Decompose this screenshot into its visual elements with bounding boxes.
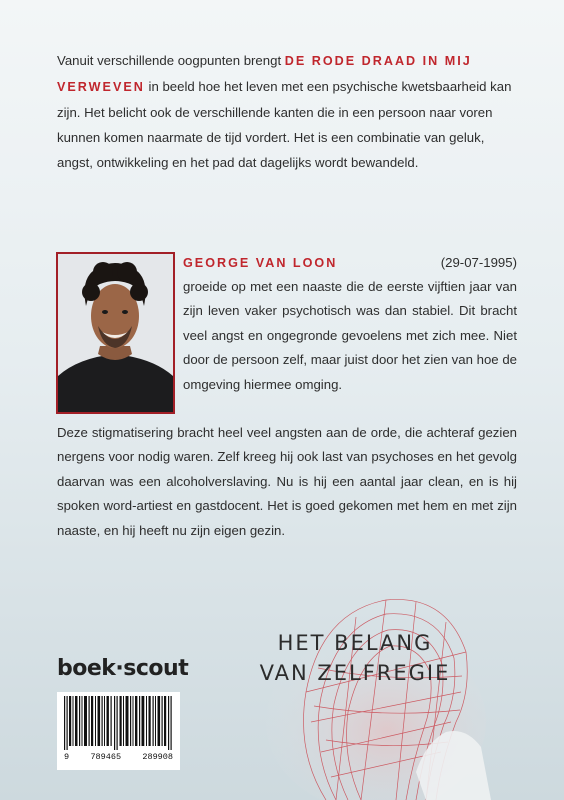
intro-text-post: in beeld hoe het leven met een psychische kwetsbaarheid kan zijn. Het belicht ook de verschillende kanten die in een persoon naar voren kunnen komen naarmate de tijd vordert. Het is een combinatie van geluk, angst, ontwikkeling en het pad dat dagelijks wordt bewandeld. <box>57 79 512 170</box>
author-portrait-image <box>58 254 173 412</box>
publisher-logo <box>57 656 188 681</box>
book-title-highlight: DE RODE DRAAD IN MIJ VERWEVEN <box>57 54 472 94</box>
book-subtitle <box>240 628 470 688</box>
author-name: GEORGE VAN LOON <box>183 256 338 270</box>
isbn-barcode <box>57 692 180 770</box>
author-bio-full: Deze stigmatisering bracht heel veel angsten aan de orde, die achteraf gezien nergens voor nodig waren. Zelf kreeg hij ook last van psychoses en het gevolg daarvan was een alcoholverslaving. Nu is hij een aantal jaar clean, en is hij spoken word-artiest en gastdocent. Het is goed gekomen met hem en met zijn naaste, en hij heeft nu zijn eigen gezin. <box>57 425 517 538</box>
subtitle-line-1: HET BELANG <box>277 631 433 655</box>
barcode-digit-first: 9 <box>64 752 70 762</box>
logo-part-scout: scout <box>123 656 189 681</box>
intro-paragraph <box>57 48 517 175</box>
intro-text-pre: Vanuit verschillende oogpunten brengt <box>57 53 285 68</box>
author-bio-side: groeide op met een naaste die de eerste vijftien jaar van zijn leven vaker psychotisch was dan stabiel. Dit bracht veel angst en ongegronde gevoelens met zich mee. Niet door de persoon zelf, maar juist door het zien van hoe de omgeving hiermee omging. <box>183 279 517 392</box>
barcode-digits <box>62 752 175 762</box>
logo-part-boek: boek <box>57 656 116 681</box>
barcode-digits-right: 289908 <box>142 752 173 762</box>
author-heading <box>183 251 517 275</box>
barcode-digits-left: 789465 <box>90 752 122 762</box>
subtitle-line-2: VAN ZELFREGIE <box>259 661 451 685</box>
logo-dot: · <box>115 656 124 681</box>
barcode-bars <box>62 696 175 750</box>
author-photo <box>56 252 175 414</box>
author-birthdate: (29-07-1995) <box>440 255 517 270</box>
